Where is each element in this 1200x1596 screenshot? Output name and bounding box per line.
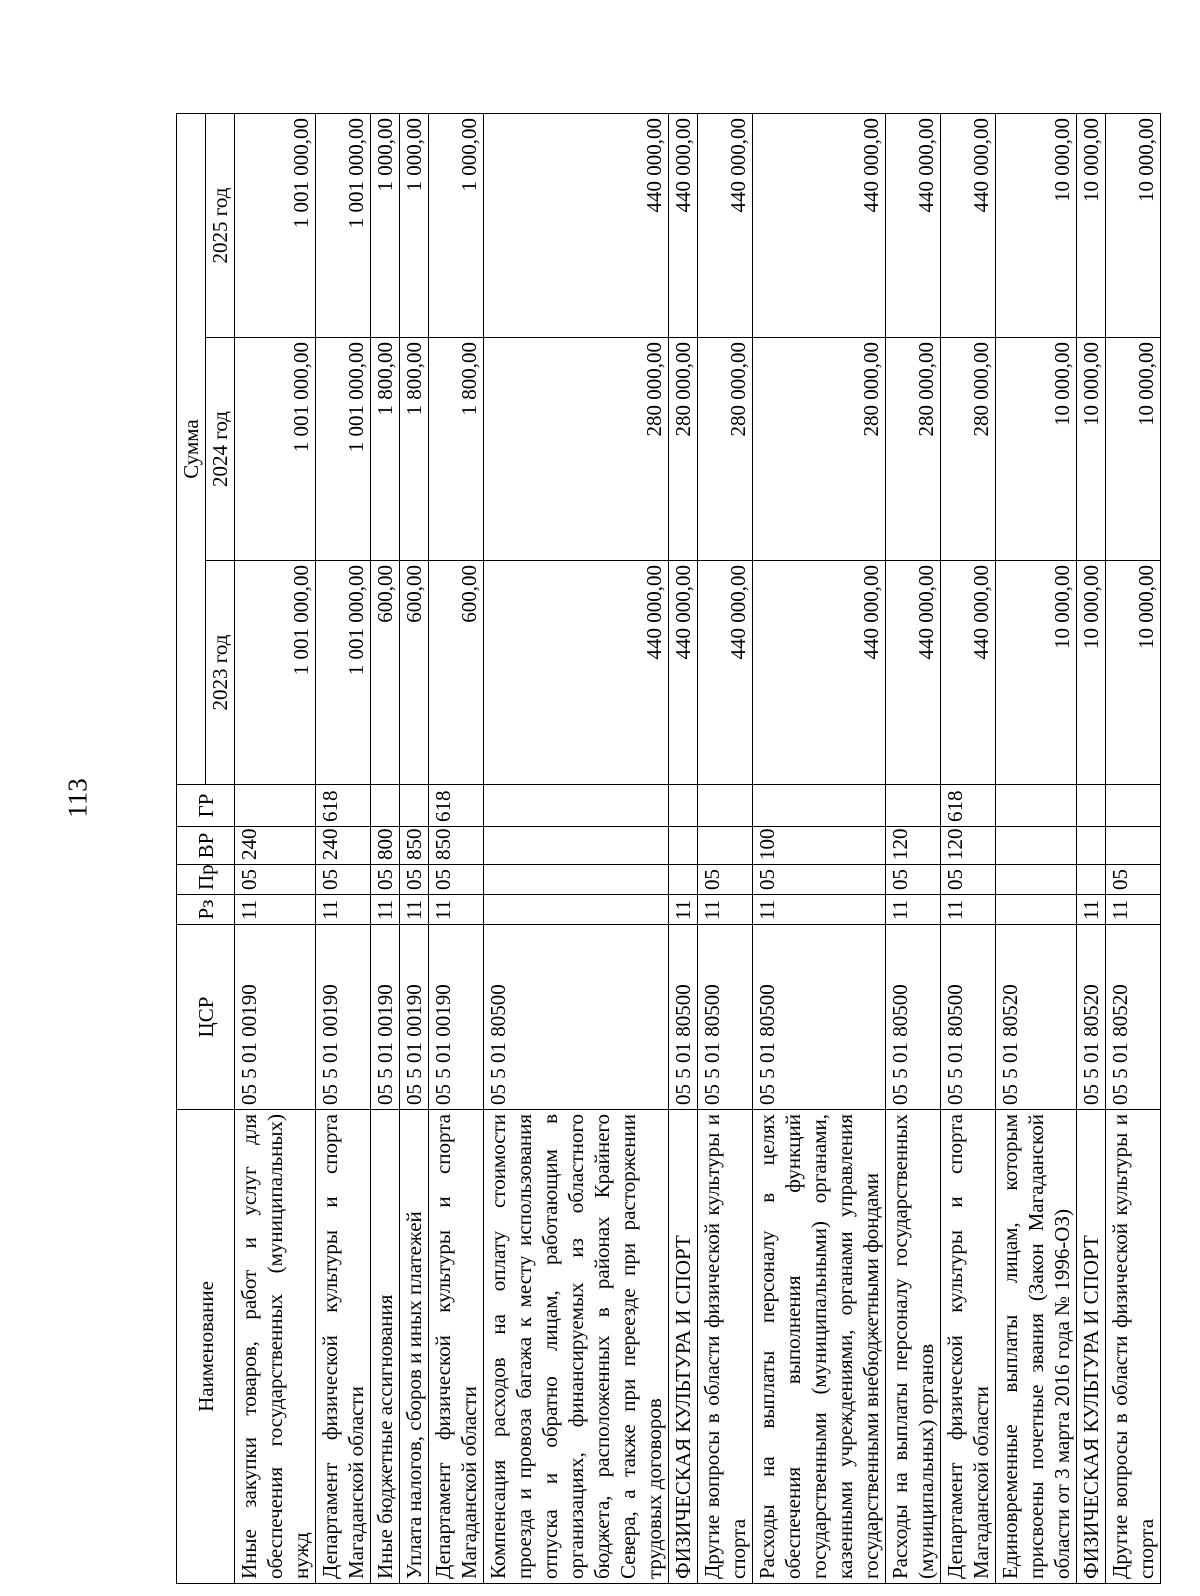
row-csr: 05 5 01 80520 [996,925,1077,1110]
row-amount-2024: 280 000,00 [753,338,886,561]
row-pr: 05 [698,865,753,895]
row-csr: 05 5 01 00190 [316,925,371,1110]
row-rz: 11 [400,895,429,925]
row-name: Уплата налогов, сборов и иных платежей [400,1110,429,1584]
row-name: Компенсация расходов на оплату стоимости проезда и провоза багажа к месту использования отпуска и обратно лицам, работающим в организациях, финансируемых из областного бюджета, расположенных в районах Крайнего Севера, а также при переезде при расторжении трудовых договоров [484,1110,669,1584]
table-row [429,113,484,1583]
row-amount-2024: 1 800,00 [400,338,429,561]
row-amount-2023: 440 000,00 [698,561,753,785]
row-rz: 11 [753,895,886,925]
row-rz: 11 [698,895,753,925]
row-name: Департамент физической культуры и спорта Магаданской области [429,1110,484,1584]
row-vr [484,827,669,865]
row-csr: 05 5 01 00190 [429,925,484,1110]
row-gr: 618 [429,785,484,827]
row-pr: 05 [400,865,429,895]
row-amount-2024: 1 001 000,00 [316,338,371,561]
header-2025: 2025 год [206,113,235,337]
row-rz: 11 [1077,895,1106,925]
row-amount-2024: 280 000,00 [484,338,669,561]
row-gr [1077,785,1106,827]
row-rz: 11 [1106,895,1161,925]
row-vr: 100 [753,827,886,865]
row-amount-2023: 440 000,00 [484,561,669,785]
row-csr: 05 5 01 80500 [669,925,698,1110]
row-name: ФИЗИЧЕСКАЯ КУЛЬТУРА И СПОРТ [669,1110,698,1584]
row-name: Единовременные выплаты лицам, которым присвоены почетные звания (Закон Магаданской области от 3 марта 2016 года № 1996-ОЗ) [996,1110,1077,1584]
row-amount-2025: 440 000,00 [941,113,996,337]
row-amount-2023: 440 000,00 [753,561,886,785]
row-csr: 05 5 01 00190 [400,925,429,1110]
table-header [177,113,235,1583]
table-row [996,113,1077,1583]
row-vr: 240 [316,827,371,865]
row-name: Иные закупки товаров, работ и услуг для обеспечения государственных (муниципальных) нужд [235,1110,316,1584]
row-amount-2025: 440 000,00 [886,113,941,337]
row-amount-2025: 1 001 000,00 [235,113,316,337]
row-csr: 05 5 01 00190 [371,925,400,1110]
row-amount-2025: 440 000,00 [669,113,698,337]
row-csr: 05 5 01 80500 [484,925,669,1110]
row-amount-2025: 440 000,00 [753,113,886,337]
row-pr [484,865,669,895]
header-2023: 2023 год [206,561,235,785]
row-rz [996,895,1077,925]
header-2024: 2024 год [206,338,235,561]
row-amount-2023: 1 001 000,00 [316,561,371,785]
row-pr [1077,865,1106,895]
row-csr: 05 5 01 80500 [941,925,996,1110]
row-amount-2024: 10 000,00 [1106,338,1161,561]
row-name: Департамент физической культуры и спорта Магаданской области [941,1110,996,1584]
row-pr: 05 [429,865,484,895]
row-csr: 05 5 01 80500 [698,925,753,1110]
table-row [941,113,996,1583]
row-amount-2024: 1 800,00 [371,338,400,561]
row-amount-2023: 600,00 [429,561,484,785]
table-row [1106,113,1161,1583]
row-name: Другие вопросы в области физической культуры и спорта [1106,1110,1161,1584]
table-row [886,113,941,1583]
header-sum: Сумма [177,113,206,784]
row-vr: 850 [400,827,429,865]
row-amount-2023: 1 001 000,00 [235,561,316,785]
row-gr [698,785,753,827]
row-gr: 618 [316,785,371,827]
row-amount-2023: 10 000,00 [1106,561,1161,785]
table-body [235,113,1161,1583]
table-row [235,113,316,1583]
row-amount-2023: 440 000,00 [886,561,941,785]
row-pr [996,865,1077,895]
row-rz: 11 [235,895,316,925]
row-vr [698,827,753,865]
header-csr: ЦСР [177,925,235,1110]
table-row [316,113,371,1583]
page-number: 113 [62,778,93,818]
row-gr [886,785,941,827]
header-gr: ГР [177,785,235,827]
row-pr: 05 [753,865,886,895]
row-amount-2025: 440 000,00 [698,113,753,337]
row-name: Другие вопросы в области физической культуры и спорта [698,1110,753,1584]
row-amount-2023: 600,00 [371,561,400,785]
row-vr [1106,827,1161,865]
row-amount-2023: 10 000,00 [996,561,1077,785]
row-name: Расходы на выплаты персоналу государственных (муниципальных) органов [886,1110,941,1584]
row-vr: 800 [371,827,400,865]
table-row [698,113,753,1583]
row-amount-2024: 10 000,00 [996,338,1077,561]
row-amount-2025: 1 000,00 [429,113,484,337]
row-csr: 05 5 01 80520 [1077,925,1106,1110]
table-row [669,113,698,1583]
row-pr: 05 [941,865,996,895]
rotated-page [176,114,1158,1584]
row-amount-2024: 280 000,00 [886,338,941,561]
row-gr [753,785,886,827]
header-vr: ВР [177,827,235,865]
row-rz: 11 [886,895,941,925]
row-amount-2023: 440 000,00 [941,561,996,785]
row-amount-2025: 440 000,00 [484,113,669,337]
row-amount-2025: 10 000,00 [996,113,1077,337]
table-row [753,113,886,1583]
budget-table [176,113,1161,1584]
row-rz: 11 [429,895,484,925]
header-pr: Пр [177,865,235,895]
row-gr [400,785,429,827]
row-amount-2025: 10 000,00 [1077,113,1106,337]
row-name: Иные бюджетные ассигнования [371,1110,400,1584]
row-amount-2023: 10 000,00 [1077,561,1106,785]
row-amount-2024: 1 800,00 [429,338,484,561]
row-rz: 11 [941,895,996,925]
row-csr: 05 5 01 80520 [1106,925,1161,1110]
row-amount-2024: 10 000,00 [1077,338,1106,561]
table-row [1077,113,1106,1583]
row-vr: 120 [941,827,996,865]
row-gr [371,785,400,827]
row-amount-2024: 280 000,00 [698,338,753,561]
row-amount-2024: 1 001 000,00 [235,338,316,561]
row-vr [669,827,698,865]
row-amount-2025: 1 001 000,00 [316,113,371,337]
row-vr: 120 [886,827,941,865]
row-csr: 05 5 01 80500 [753,925,886,1110]
row-rz: 11 [371,895,400,925]
row-gr [484,785,669,827]
row-amount-2023: 440 000,00 [669,561,698,785]
header-name: Наименование [177,1110,235,1584]
row-amount-2025: 10 000,00 [1106,113,1161,337]
row-rz [484,895,669,925]
row-gr [996,785,1077,827]
row-amount-2024: 280 000,00 [941,338,996,561]
row-amount-2024: 280 000,00 [669,338,698,561]
row-csr: 05 5 01 00190 [235,925,316,1110]
row-amount-2025: 1 000,00 [371,113,400,337]
row-pr: 05 [235,865,316,895]
row-name: ФИЗИЧЕСКАЯ КУЛЬТУРА И СПОРТ [1077,1110,1106,1584]
table-row [484,113,669,1583]
row-vr: 850 [429,827,484,865]
row-rz: 11 [316,895,371,925]
table-row [400,113,429,1583]
table-row [371,113,400,1583]
row-amount-2023: 600,00 [400,561,429,785]
row-pr: 05 [1106,865,1161,895]
row-vr: 240 [235,827,316,865]
row-gr: 618 [941,785,996,827]
row-pr [669,865,698,895]
row-gr [235,785,316,827]
row-amount-2025: 1 000,00 [400,113,429,337]
row-pr: 05 [371,865,400,895]
row-pr: 05 [316,865,371,895]
row-vr [996,827,1077,865]
row-gr [1106,785,1161,827]
header-rz: Рз [177,895,235,925]
row-rz: 11 [669,895,698,925]
row-vr [1077,827,1106,865]
row-name: Департамент физической культуры и спорта Магаданской области [316,1110,371,1584]
row-gr [669,785,698,827]
row-pr: 05 [886,865,941,895]
row-name: Расходы на выплаты персоналу в целях обеспечения выполнения функций государственными (муниципальными) органами, казенными учреждениями, органами управления государственными внебюджетными фондами [753,1110,886,1584]
row-csr: 05 5 01 80500 [886,925,941,1110]
